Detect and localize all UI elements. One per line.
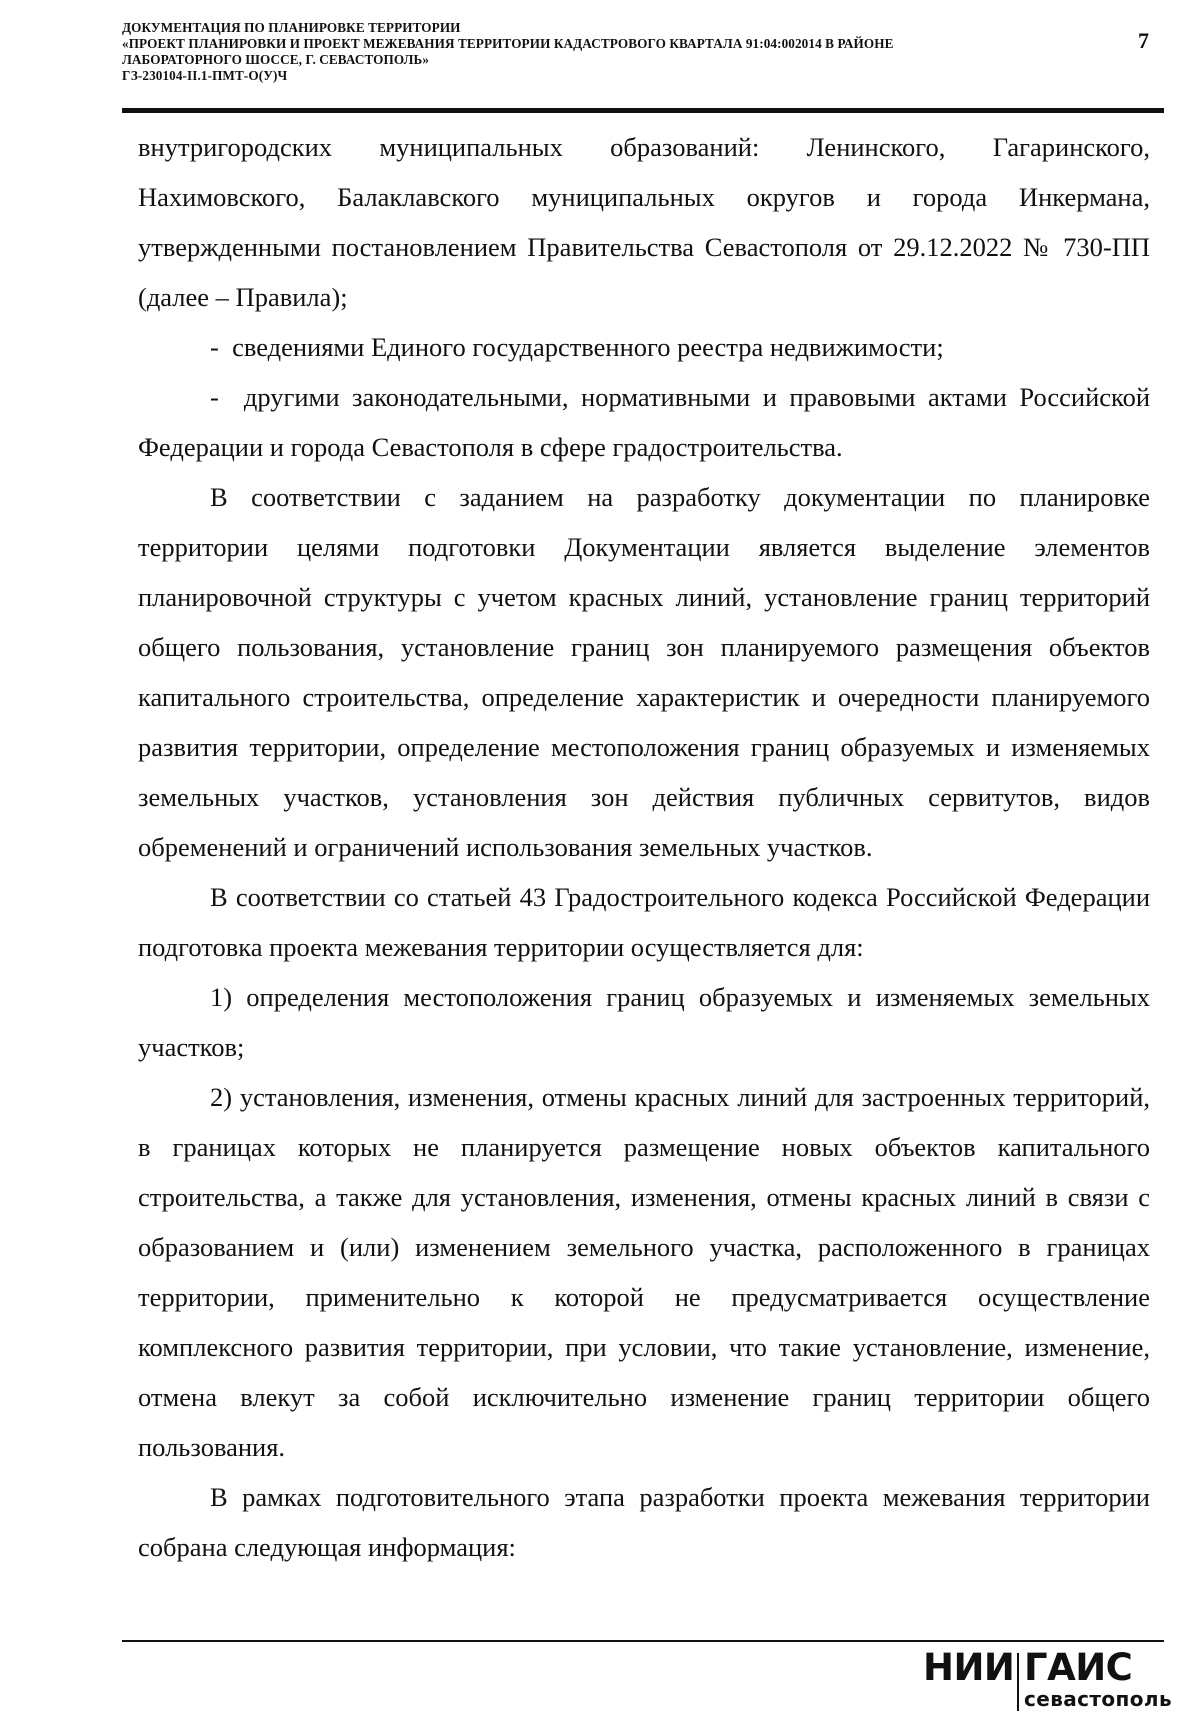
document-header bbox=[122, 20, 1102, 84]
logo-text-gais: ГАИС bbox=[1024, 1646, 1133, 1689]
logo-separator bbox=[1017, 1653, 1019, 1711]
paragraph-rules-continuation: внутригородских муниципальных образований: Ленинского, Гагаринского, Нахимовского, Балаклавского муниципальных округов и города Инкермана, утвержденными постановлением Правительства Севастополя от 29.12.2022 № 730-ПП (далее – Правила); bbox=[138, 132, 1150, 312]
header-doc-code: ГЗ-230104-II.1-ПМТ-О(У)Ч bbox=[122, 68, 288, 83]
list-item-egrn: - сведениями Единого государственного реестра недвижимости; bbox=[210, 332, 944, 362]
nii-gais-logo bbox=[923, 1646, 1173, 1717]
paragraph-article-43: В соответствии со статьей 43 Градостроительного кодекса Российской Федерации подготовка проекта межевания территории осуществляется для: bbox=[138, 882, 1150, 962]
document-body bbox=[138, 122, 1150, 1572]
header-location-line: ЛАБОРАТОРНОГО ШОССЕ, Г. СЕВАСТОПОЛЬ» bbox=[122, 52, 430, 67]
logo-text-nii: НИИ bbox=[923, 1646, 1015, 1689]
header-title-line: ДОКУМЕНТАЦИЯ ПО ПЛАНИРОВКЕ ТЕРРИТОРИИ bbox=[122, 20, 461, 35]
paragraph-preparatory-stage: В рамках подготовительного этапа разработки проекта межевания территории собрана следующая информация: bbox=[138, 1482, 1150, 1562]
page-number: 7 bbox=[1138, 28, 1149, 53]
header-project-line: «ПРОЕКТ ПЛАНИРОВКИ И ПРОЕКТ МЕЖЕВАНИЯ ТЕРРИТОРИИ КАДАСТРОВОГО КВАРТАЛА 91:04:002014 В РАЙОНЕ bbox=[122, 36, 894, 51]
header-divider bbox=[122, 108, 1164, 113]
list-item-1: 1) определения местоположения границ образуемых и изменяемых земельных участков; bbox=[138, 982, 1150, 1062]
list-item-legal-acts: - другими законодательными, нормативными и правовыми актами Российской Федерации и города Севастополя в сфере градостроительства. bbox=[138, 382, 1150, 462]
footer-divider bbox=[122, 1640, 1164, 1642]
logo-text-city: севастополь bbox=[1024, 1687, 1173, 1711]
paragraph-goals: В соответствии с заданием на разработку документации по планировке территории целями подготовки Документации является выделение элементов планировочной структуры с учетом красных линий, установление границ территорий общего пользования, установление границ зон планируемого размещения объектов капитального строительства, определение характеристик и очередности планируемого развития территории, определение местоположения границ образуемых и изменяемых земельных участков, установления зон действия публичных сервитутов, видов обременений и ограничений использования земельных участков. bbox=[138, 482, 1150, 862]
list-item-2: 2) установления, изменения, отмены красных линий для застроенных территорий, в границах которых не планируется размещение новых объектов капитального строительства, а также для установления, изменения, отмены красных линий в связи с образованием и (или) изменением земельного участка, расположенного в границах территории, применительно к которой не предусматривается осуществление комплексного развития территории, при условии, что такие установление, изменение, отмена влекут за собой исключительно изменение границ территории общего пользования. bbox=[138, 1082, 1150, 1462]
